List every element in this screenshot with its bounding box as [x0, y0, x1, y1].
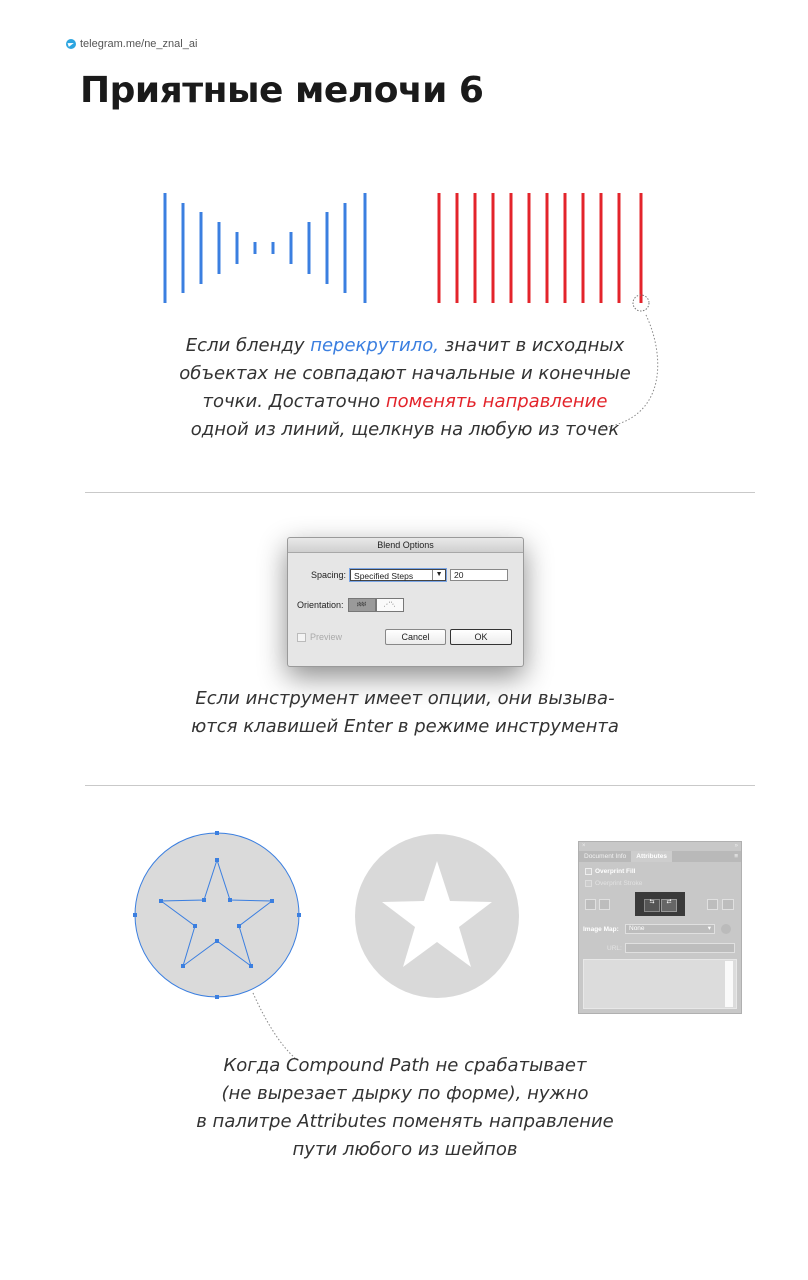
- show-center-icon[interactable]: [585, 899, 596, 910]
- blend-options-dialog: [287, 537, 524, 667]
- notes-area[interactable]: [583, 959, 737, 1009]
- page-title: Приятные мелочи 6: [80, 70, 484, 111]
- chevron-down-icon: ▾: [707, 925, 711, 932]
- image-map-label: Image Map:: [583, 926, 619, 933]
- fixed-blend: [439, 193, 641, 303]
- scrollbar[interactable]: [725, 961, 733, 1007]
- dialog-title: Blend Options: [288, 538, 523, 553]
- reverse-path-direction-off-icon[interactable]: ⇆: [644, 899, 660, 912]
- dont-show-center-icon[interactable]: [599, 899, 610, 910]
- panel-menu-icon[interactable]: ≡: [734, 853, 738, 860]
- highlight-change-direction: поменять направление: [385, 391, 608, 412]
- compound-path-result: [353, 832, 523, 1002]
- reverse-path-direction-on-icon[interactable]: ⇄: [661, 899, 677, 912]
- overprint-stroke-checkbox[interactable]: [585, 880, 592, 887]
- path-direction-group: [635, 892, 685, 916]
- caption-blend: Если бленду перекрутило, значит в исходных объектах не совпадают начальные и конечные точки. Достаточно поменять направление одной из линий, щелкнув на любую из точек: [179, 335, 631, 440]
- twisted-blend: [165, 193, 365, 303]
- orientation-label: Orientation:: [297, 600, 344, 610]
- compound-path-selected: [130, 828, 305, 1003]
- overprint-fill-checkbox[interactable]: [585, 868, 592, 875]
- cancel-button[interactable]: Cancel: [385, 629, 446, 645]
- align-to-page-icon[interactable]: ♯♯♯: [348, 598, 376, 612]
- spacing-label: Spacing:: [311, 570, 347, 580]
- divider-2: [85, 785, 755, 786]
- attributes-panel: [578, 841, 742, 1014]
- tab-document-info[interactable]: Document Info: [584, 853, 627, 860]
- use-even-odd-icon[interactable]: [722, 899, 734, 910]
- url-input[interactable]: [625, 943, 735, 953]
- overprint-fill-label: Overprint Fill: [595, 868, 636, 875]
- chevron-down-icon: ▼: [432, 570, 445, 580]
- url-label: URL:: [607, 945, 622, 952]
- source-link-text: telegram.me/ne_znal_ai: [80, 38, 198, 50]
- spacing-select[interactable]: Specified Steps ▼: [350, 569, 446, 581]
- highlight-twisted: перекрутило,: [310, 335, 439, 356]
- telegram-icon: [66, 39, 76, 49]
- caption-tool-options: Если инструмент имеет опции, они вызыва- ются клавишей Enter в режиме инструмента: [191, 688, 619, 737]
- preview-checkbox[interactable]: [297, 633, 306, 642]
- tab-attributes[interactable]: Attributes: [631, 851, 672, 862]
- collapse-icon[interactable]: »: [734, 843, 738, 849]
- source-link[interactable]: [66, 38, 197, 50]
- use-nonzero-winding-icon[interactable]: [707, 899, 718, 910]
- browser-icon[interactable]: [721, 924, 731, 934]
- divider-1: [85, 492, 755, 493]
- align-to-path-icon[interactable]: ⋰⋱: [376, 598, 404, 612]
- caption-compound-path: Когда Compound Path не срабатывает (не вырезает дырку по форме), нужно в палитре Attributes поменять направление пути любого из шейпов: [196, 1055, 614, 1160]
- preview-label: Preview: [310, 632, 343, 642]
- overprint-stroke-label: Overprint Stroke: [595, 880, 643, 887]
- blend-lines-illustration: [150, 185, 660, 315]
- image-map-select[interactable]: None ▾: [625, 924, 715, 934]
- ok-button[interactable]: OK: [450, 629, 512, 645]
- steps-input[interactable]: 20: [450, 569, 508, 581]
- close-icon[interactable]: ×: [582, 843, 586, 849]
